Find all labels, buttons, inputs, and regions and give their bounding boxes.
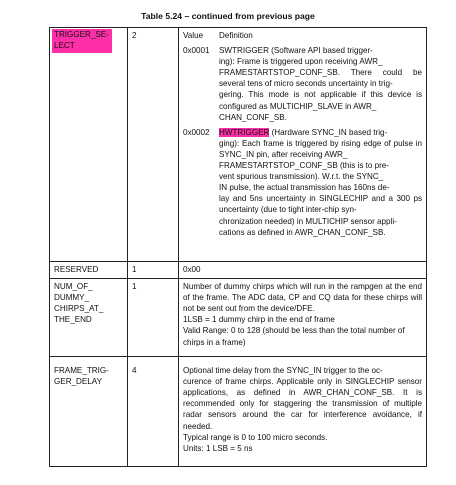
value-row-swtrigger	[183, 45, 422, 123]
field-name-line: TRIGGER_SE- LECT	[54, 30, 109, 51]
field-description-cell	[179, 28, 427, 262]
field-description-cell	[179, 279, 427, 357]
field-name-cell: FRAME_TRIG- GER_DELAY	[50, 357, 128, 467]
value-keyword: SWTRIGGER	[219, 46, 269, 56]
value-header: Value	[183, 31, 204, 40]
value-definition	[219, 127, 422, 238]
value-code: 0x0002	[183, 127, 210, 137]
table-row	[50, 279, 427, 357]
description-paragraph: Number of dummy chirps which will run in the rampgen at the end of the frame. The ADC data, CP and CQ data for these chirps will not be sent out from the device/DFE.	[183, 282, 422, 314]
table-row	[50, 357, 427, 467]
value-row-hwtrigger	[183, 127, 422, 238]
field-name-cell	[50, 28, 128, 262]
table-caption: Table 5.24 – continued from previous page	[141, 11, 315, 21]
description-paragraph: Optional time delay from the SYNC_IN trigger to the oc- curence of frame chirps. Applicable only in SINGLECHIP sensor applications, as defined in AWR_CHAN_CONF_SB. It is recommended only for staggering the transmission of multiple radar sensors around the car for interference avoidance, if needed.	[183, 366, 422, 431]
value-text: (Software API based trigger- ing): Frame is triggered upon receiving AWR_ FRAMESTARTSTOP_CONF_SB. There could be several tens of micro seconds uncertainty in trig- gering. This mode is not applicable if this device is configured as MULTICHIP_SLAVE in AWR_ CHAN_CONF_SB.	[219, 46, 422, 122]
description-paragraph: Valid Range: 0 to 128 (should be less than the total number of chirps in a frame)	[183, 326, 405, 347]
table-row	[50, 28, 427, 262]
description-paragraph: Units: 1 LSB = 5 ns	[183, 443, 253, 453]
description-paragraph: Typical range is 0 to 100 micro seconds.	[183, 432, 328, 442]
value-definition-header	[183, 30, 422, 41]
field-bits-cell: 1	[128, 262, 179, 279]
field-name-cell: RESERVED	[50, 262, 128, 279]
field-bits-cell: 1	[128, 279, 179, 357]
table-row	[50, 262, 427, 279]
definition-header: Definition	[219, 31, 253, 40]
field-bits-cell: 2	[128, 28, 179, 262]
description-paragraph: 1LSB = 1 dummy chirp in the end of frame	[183, 315, 335, 325]
field-description-cell	[179, 357, 427, 467]
value-definition	[219, 45, 422, 123]
field-name-trigger-select	[52, 29, 112, 53]
register-field-table	[49, 27, 427, 467]
field-description-cell: 0x00	[179, 262, 427, 279]
value-keyword-highlighted: HWTRIGGER	[219, 127, 270, 137]
field-name-cell: NUM_OF_ DUMMY_ CHIRPS_AT_ THE_END	[50, 279, 128, 357]
value-text: (Hardware SYNC_IN based trig- ging): Each frame is triggered by rising edge of pulse in SYNC_IN pin, after receiving AWR_ FRAMESTARTSTOP_CONF_SB (this is to pre- vent spurious transmission). W.r.t. the SYNC_ IN pulse, the actual transmission has 160ns de- lay and 5ns uncertainty in SINGLECHIP and a 300 ps uncertainty (due to tight inter-chip syn- chronization needed) in MULTICHIP sensor appli- cations as defined in AWR_CHAN_CONF_SB.	[219, 127, 422, 237]
field-bits-cell: 4	[128, 357, 179, 467]
value-code: 0x0001	[183, 46, 210, 56]
